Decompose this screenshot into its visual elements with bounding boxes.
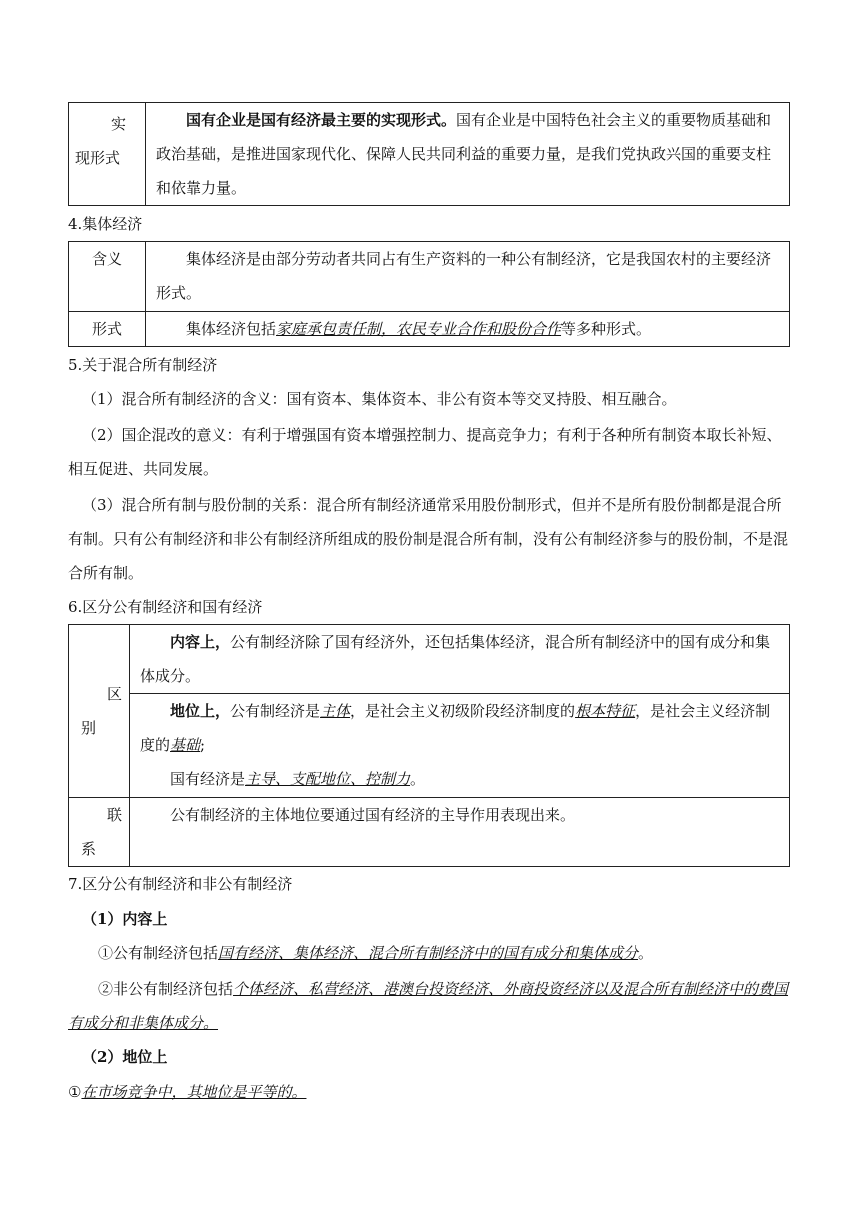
collective-economy-table (68, 241, 790, 347)
status-subheading: （2）地位上 (82, 1048, 168, 1066)
meaning-label: 含义 (91, 250, 122, 268)
public-economy-item: ①公有制经济包括国有经济、集体经济、混合所有制经济中的国有成分和集体成分。 (98, 944, 654, 962)
mixed-shareholding-paragraph: （3）混合所有制与股份制的关系：混合所有制经济通常采用股份制形式，但并不是所有股份制都是混合所有制。只有公有制经济和非公有制经济所组成的股份制是混合所有制，没有公有制经济参与的股份制，不是混合所有制。 (68, 496, 789, 582)
label-cell (69, 103, 146, 206)
link-text: 公有制经济的主体地位要通过国有经济的主导作用表现出来。 (170, 806, 576, 824)
status-difference-text: 地位上，公有制经济是主体，是社会主义初级阶段经济制度的根本特征，是社会主义经济制度的基础; (140, 702, 771, 754)
label-cell (69, 312, 146, 347)
row-label: 实现形式 (75, 115, 127, 167)
reform-significance-paragraph: （2）国企混改的意义：有利于增强国有资本增强控制力、提高竞争力；有利于各种所有制资本取长补短、相互促进、共同发展。 (68, 426, 782, 478)
difference-label-2: 别 (81, 719, 97, 737)
link-label-1: 联 (107, 806, 123, 824)
content-cell (146, 312, 790, 347)
section-6-heading: 6.区分公有制经济和国有经济 (68, 598, 263, 616)
body-text: 国有企业是中国特色社会主义的重要物质基础和政治基础，是推进国家现代化、保障人民共同利益的重要力量，是我们党执政兴国的重要支柱和依靠力量。 (156, 111, 772, 197)
content-subheading: （1）内容上 (82, 910, 168, 928)
section-5-heading: 5.关于混合所有制经济 (68, 356, 218, 374)
status-cell (130, 694, 790, 798)
link-label-2: 系 (81, 840, 97, 858)
section-4-heading: 4.集体经济 (68, 215, 143, 233)
form-label: 形式 (91, 320, 122, 338)
realization-form-table (68, 102, 790, 206)
meaning-text: 集体经济是由部分劳动者共同占有生产资料的一种公有制经济，它是我国农村的主要经济形式。 (156, 250, 772, 302)
equal-status-item: ①在市场竞争中，其地位是平等的。 (68, 1083, 307, 1101)
link-label-cell (69, 798, 130, 867)
content-cell (146, 242, 790, 312)
label-cell (69, 242, 146, 312)
underlined-term: 家庭承包责任制，农民专业合作和股份合作 (276, 320, 562, 338)
nonpublic-economy-item: ②非公有制经济包括个体经济、私营经济、港澳台投资经济、外商投资经济以及混合所有制经济中的费国有成分和非集体成分。 (68, 980, 789, 1032)
mixed-meaning-paragraph: （1）混合所有制经济的含义：国有资本、集体资本、非公有资本等交叉持股、相互融合。 (82, 390, 677, 408)
difference-label-1: 区 (107, 685, 123, 703)
state-economy-text: 国有经济是主导、支配地位、控制力。 (170, 770, 426, 788)
content-cell (146, 103, 790, 206)
content-cell (130, 625, 790, 694)
form-text: 集体经济包括家庭承包责任制，农民专业合作和股份合作等多种形式。 (186, 320, 652, 338)
public-vs-state-table (68, 624, 790, 867)
realization-text (146, 103, 789, 205)
section-7-heading: 7.区分公有制经济和非公有制经济 (68, 875, 293, 893)
content-difference-text: 内容上，公有制经济除了国有经济外，还包括集体经济，混合所有制经济中的国有成分和集体成分。 (140, 633, 771, 685)
difference-label-cell (69, 625, 130, 798)
content-cell (130, 798, 790, 867)
bold-lead: 国有企业是国有经济最主要的实现形式。 (186, 111, 457, 129)
